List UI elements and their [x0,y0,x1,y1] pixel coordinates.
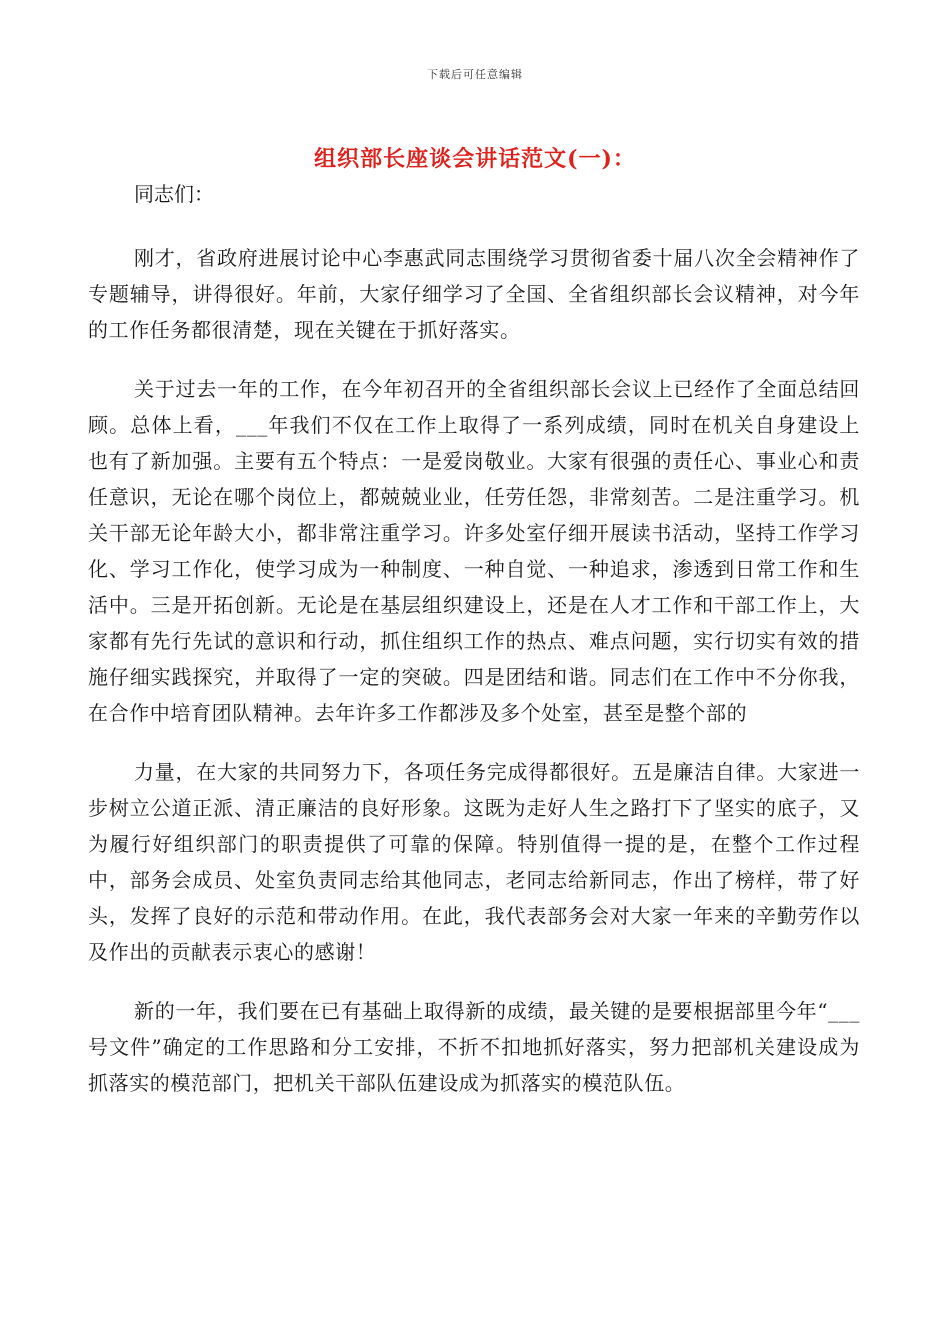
paragraph-1: 刚才，省政府进展讨论中心李惠武同志围绕学习贯彻省委十届八次全会精神作了专题辅导，讲得很好。年前，大家仔细学习了全国、全省组织部长会议精神，对今年的工作任务都很清楚，现在关键在于抓好落实。 [88,246,860,342]
paragraph-3: 力量，在大家的共同努力下，各项任务完成得都很好。五是廉洁自律。大家进一步树立公道正派、清正廉洁的良好形象。这既为走好人生之路打下了坚实的底子，又为履行好组织部门的职责提供了可靠的保障。特别值得一提的是，在整个工作过程中，部务会成员、处室负责同志给其他同志，老同志给新同志，作出了榜样，带了好头，发挥了良好的示范和带动作用。在此，我代表部务会对大家一年来的辛勤劳作以及作出的贡献表示衷心的感谢！ [88,760,860,964]
paragraph-4: 新的一年，我们要在已有基础上取得新的成绩，最关键的是要根据部里今年“___号文件”确定的工作思路和分工安排，不折不扣地抓好落实，努力把部机关建设成为抓落实的模范部门，把机关干部队伍建设成为抓落实的模范队伍。 [88,999,860,1095]
salutation: 同志们： [134,182,214,206]
header-note: 下载后可任意编辑 [427,68,523,81]
document-body [88,176,860,1124]
paragraph-2: 关于过去一年的工作，在今年初召开的全省组织部长会议上已经作了全面总结回顾。总体上看，___年我们不仅在工作上取得了一系列成绩，同时在机关自身建设上也有了新加强。主要有五个特点：一是爱岗敬业。大家有很强的责任心、事业心和责任意识，无论在哪个岗位上，都兢兢业业，任劳任怨，非常刻苦。二是注重学习。机关干部无论年龄大小，都非常注重学习。许多处室仔细开展读书活动，坚持工作学习化、学习工作化，使学习成为一种制度、一种自觉、一种追求，渗透到日常工作和生活中。三是开拓创新。无论是在基层组织建设上，还是在人才工作和干部工作上，大家都有先行先试的意识和行动，抓住组织工作的热点、难点问题，实行切实有效的措施仔细实践探究，并取得了一定的突破。四是团结和谐。同志们在工作中不分你我，在合作中培育团队精神。去年许多工作都涉及多个处室，甚至是整个部的 [88,377,860,725]
document-title: 组织部长座谈会讲话范文(一)： [314,146,636,172]
